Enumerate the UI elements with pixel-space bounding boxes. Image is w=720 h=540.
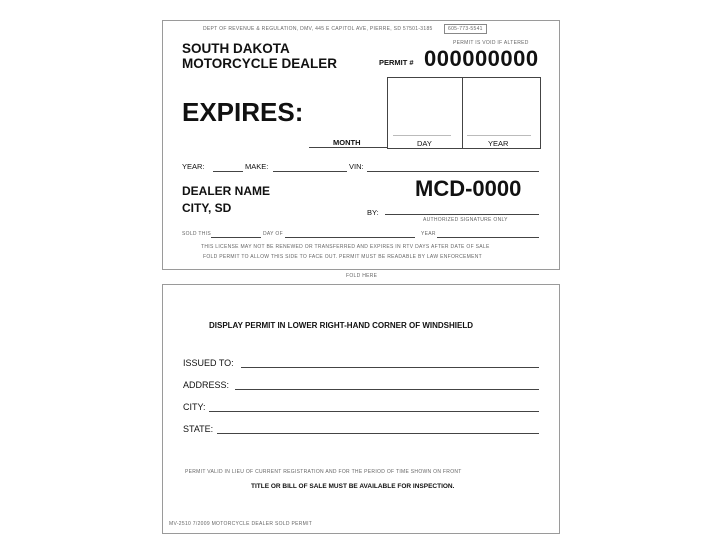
- year-field-label: YEAR:: [182, 162, 205, 171]
- title-notice: TITLE OR BILL OF SALE MUST BE AVAILABLE FOR INSPECTION.: [251, 483, 455, 490]
- state-title: SOUTH DAKOTA: [182, 41, 290, 56]
- void-notice: PERMIT IS VOID IF ALTERED: [453, 40, 529, 46]
- department-address: DEPT OF REVENUE & REGULATION, DMV, 445 E CAPITOL AVE, PIERRE, SD 57501-3185: [203, 26, 433, 32]
- sold-month-line[interactable]: [285, 237, 415, 238]
- address-line[interactable]: [235, 389, 539, 390]
- sold-year-label: YEAR: [421, 231, 436, 237]
- signature-by-label: BY:: [367, 208, 379, 217]
- year-field-line[interactable]: [213, 171, 243, 172]
- issued-to-line[interactable]: [241, 367, 539, 368]
- signature-line[interactable]: [385, 214, 539, 215]
- expiration-date-box[interactable]: [387, 77, 541, 149]
- authorized-signature-caption: AUTHORIZED SIGNATURE ONLY: [423, 217, 508, 223]
- dealer-city: CITY, SD: [182, 201, 232, 215]
- sold-year-line[interactable]: [437, 237, 539, 238]
- state-label: STATE:: [183, 424, 214, 434]
- make-field-label: MAKE:: [245, 162, 269, 171]
- sold-day-line[interactable]: [211, 237, 261, 238]
- state-line[interactable]: [217, 433, 539, 434]
- expires-label: EXPIRES:: [182, 97, 304, 127]
- vin-field-line[interactable]: [367, 171, 539, 172]
- permit-number-label: PERMIT #: [379, 58, 414, 67]
- permit-number: 000000000: [424, 46, 539, 71]
- dealer-code: MCD-0000: [415, 176, 522, 201]
- dealer-type-title: MOTORCYCLE DEALER: [182, 56, 338, 71]
- month-label: MONTH: [333, 138, 361, 147]
- grid-divider: [462, 78, 463, 148]
- back-permit-card: [162, 284, 560, 534]
- address-label: ADDRESS:: [183, 380, 230, 390]
- fold-notice: FOLD PERMIT TO ALLOW THIS SIDE TO FACE OUT. PERMIT MUST BE READABLE BY LAW ENFORCEMENT: [203, 254, 483, 260]
- grid-divider: [387, 78, 388, 148]
- sold-this-label: SOLD THIS: [182, 231, 212, 237]
- make-field-line[interactable]: [273, 171, 347, 172]
- city-line[interactable]: [209, 411, 539, 412]
- year-line: [467, 135, 531, 136]
- year-label: YEAR: [488, 139, 509, 148]
- front-permit-card: [162, 20, 560, 270]
- license-notice: THIS LICENSE MAY NOT BE RENEWED OR TRANSFERRED AND EXPIRES IN RTV DAYS AFTER DATE OF SALE: [201, 244, 490, 250]
- display-instruction: DISPLAY PERMIT IN LOWER RIGHT-HAND CORNER OF WINDSHIELD: [209, 321, 474, 330]
- day-line: [393, 135, 451, 136]
- validity-notice: PERMIT VALID IN LIEU OF CURRENT REGISTRATION AND FOR THE PERIOD OF TIME SHOWN ON FRONT: [185, 469, 462, 475]
- fold-label: FOLD HERE: [346, 273, 378, 279]
- month-line: [309, 147, 387, 148]
- vin-field-label: VIN:: [349, 162, 364, 171]
- department-phone: 605-773-5541: [444, 24, 487, 34]
- day-label: DAY: [417, 139, 432, 148]
- day-of-label: DAY OF: [263, 231, 283, 237]
- city-label: CITY:: [183, 402, 206, 412]
- form-identifier: MV-2510 7/2009 MOTORCYCLE DEALER SOLD PERMIT: [169, 521, 313, 527]
- dealer-name: DEALER NAME: [182, 184, 271, 198]
- issued-to-label: ISSUED TO:: [183, 358, 234, 368]
